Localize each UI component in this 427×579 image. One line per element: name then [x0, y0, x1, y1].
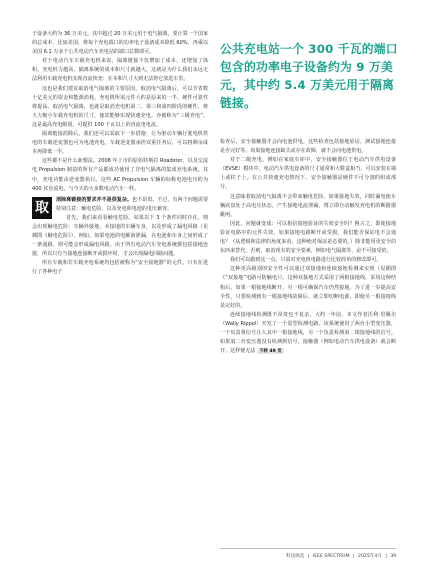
left-column — [32, 30, 208, 278]
footer-section: 科技纵览 — [286, 554, 305, 559]
body-paragraph: 这也是我们建议取消电气隔离的主要原因。取消电气隔离后，可以节省数十亿美元的资金和能源消耗。充电机所需元件大约是原来的一半，硬件可靠性将提高。取消电气隔离，也就是取消充电机第二、第三和第四阶段的硬件，将大大缩小车载充电机的尺寸，使其能够实现快速充电。亦被称为“三级充电”。这是最高充电级别，可提供 100 千瓦以上的直流电电流。 — [32, 85, 208, 128]
dropcap: 取 — [32, 197, 52, 219]
section-lead — [32, 196, 208, 214]
right-column — [220, 138, 396, 356]
footer-rule — [220, 548, 396, 549]
body-paragraph: 首先，我们来看看触电危险。如果以下 3 个条件同时存在，则会出现触电危险：车辆外接地、未接地的车辆车身，以及形成了漏电回路（见插图《触电危险》）。例如，如果电池的电解液泄漏，在电池和车身之间形成了一条通路，则可能会形成漏电回路。由于所有电动汽车充电系统都包括接地连接，所以只有当接地连接断开或损坏时，才会出现漏电回路问题。 — [32, 214, 208, 258]
footer-date: 2025年4月 — [358, 554, 382, 559]
continued-tag: 下转 49 页 — [258, 349, 282, 355]
section-lead-text: 也不昂贵。不过，有两个问题需要特别注意：触电危险，以及充电和电池的电压兼容。 — [56, 196, 209, 212]
section-start — [32, 196, 208, 214]
last-paragraph-text: 连续接地线检测既不昂贵也不复杂。大约一年前，本文作者沃利·里佩尔（Wally Rippel）开发了一个原型检测电路。该系统使用了两台小型变压器，一个负责将信号注入其中一根接地线，另一个负责检测第二根接地线的信号。如果第二台变压器没有检测到信号，接触器（例如电动汽车供电设备）就会断开。这样便无法 — [220, 311, 396, 355]
body-paragraph: 这意味着取消电气隔离不会带来触电危险。如果接地失效，同时漏电使车辆底盘处于高电压状态，产生接地电流泄漏，将立即自动触发充电机的断路器跳闸。 — [220, 193, 396, 218]
body-paragraph: 因此，问题就变成：可以相信接地验证的失效安全吗？换言之，即使接地验证电路中的元件失效，如果接地电路断开或受损，我们能否保证电不会通电？（从逻辑和法律的角度来看，这种绝对保证是必要的。）除非能用更安全的东西来替代，否则，取消现有的安全要素，例如电气隔离等，是不可接受的。 — [220, 220, 396, 255]
body-paragraph: 这些都不是什么新想法。2008 年上市的原始特斯拉 Roadster，以及交流电 Propulsion 制造的所有产品都成功使用了非电气隔离的集成充电系统。其中，充电功能由逆变器执行。这些 AC Propulsion 车辆的标称电池电压约为 400 伏直流电，与今天的大多数电动汽车一样。 — [32, 158, 208, 192]
body-paragraph: 子设备大约为 36 万美元。其中超过 20 万美元用于电气隔离。要计算一个国家的总成本，比如美国，将每个充电端口的功率电子设备成本降低 60%，再乘以美国 6.1 万多个公共电动汽车充电站的端口总数即可。 — [32, 31, 208, 56]
page-footer: 科技纵览 | IEEE SPECTRUM | 2025年4月 | 39 — [286, 554, 397, 559]
body-paragraph: 隔离链接消除后，我们还可以采取下一步措施：让为驱动车辆行驶电机供电的车载逆变器也可为电池充电。车载逆变器承担双重任务后，可以将剩余成本再降低一半。 — [32, 131, 208, 156]
pull-quote: 公共充电站一个 300 千瓦的端口包含的功率电子设备约为 9 万美元，其中约 5.4 万美元用于隔离链接。 — [220, 42, 398, 110]
body-paragraph: 这种更高级别的安全性可以通过双接地和连续接地检测来实现（见插图《“双接地”电路可防触电》）。这种双接地方式采用了两根接地线，采用这种结构后，如果一根接地线断开，另一根可确保汽车仍然接地。为了进一步提高安全性，只要检测到有一根接地线故障后，就立即切断电源。即使另一根接地线是完好的。 — [220, 266, 396, 309]
body-paragraph: 所有车载和非车载充电系统均包括被称为“安全接地器”的元件，只有在进行了各种电子 — [32, 260, 208, 276]
body-paragraph: 检查后，安全接触器才会向电池供电。这些检查包括接地验证、测试接地连接是否完好等。如果接地连接缺失或存在故障，就不会向电池供电。 — [220, 139, 396, 155]
body-paragraph: 对于二级充电，例如在家庭车库中，安全接触器位于电动汽车供电设备（EVSE）模块中。电动汽车供电设备的尺寸通常和大鞋盒相当，可以安装在墙上或柱子上。在公共快速充电情况下，安全接触器是硬件不可分割的组成部分。 — [220, 157, 396, 191]
body-paragraph: 我们可以做到这一点，只需对充电机电路进行比较简单的修改即可。 — [230, 257, 382, 264]
page-number: 39 — [390, 554, 397, 559]
section-heading: 消除离链接的要求并不是很复杂。 — [56, 196, 133, 203]
body-paragraph: 对于电动汽车车载充电机来说，隔离链接不仅增加了成本，还增加了体积。充电桩力越高，隔离系统的成本和尺寸就越大，这就是为什么我们永远无法利用车载充电机实现直流快充：在本和尺寸大到无法将它放进车里。 — [32, 58, 208, 83]
footer-publication: IEEE SPECTRUM — [312, 554, 350, 559]
body-paragraph — [220, 311, 396, 356]
